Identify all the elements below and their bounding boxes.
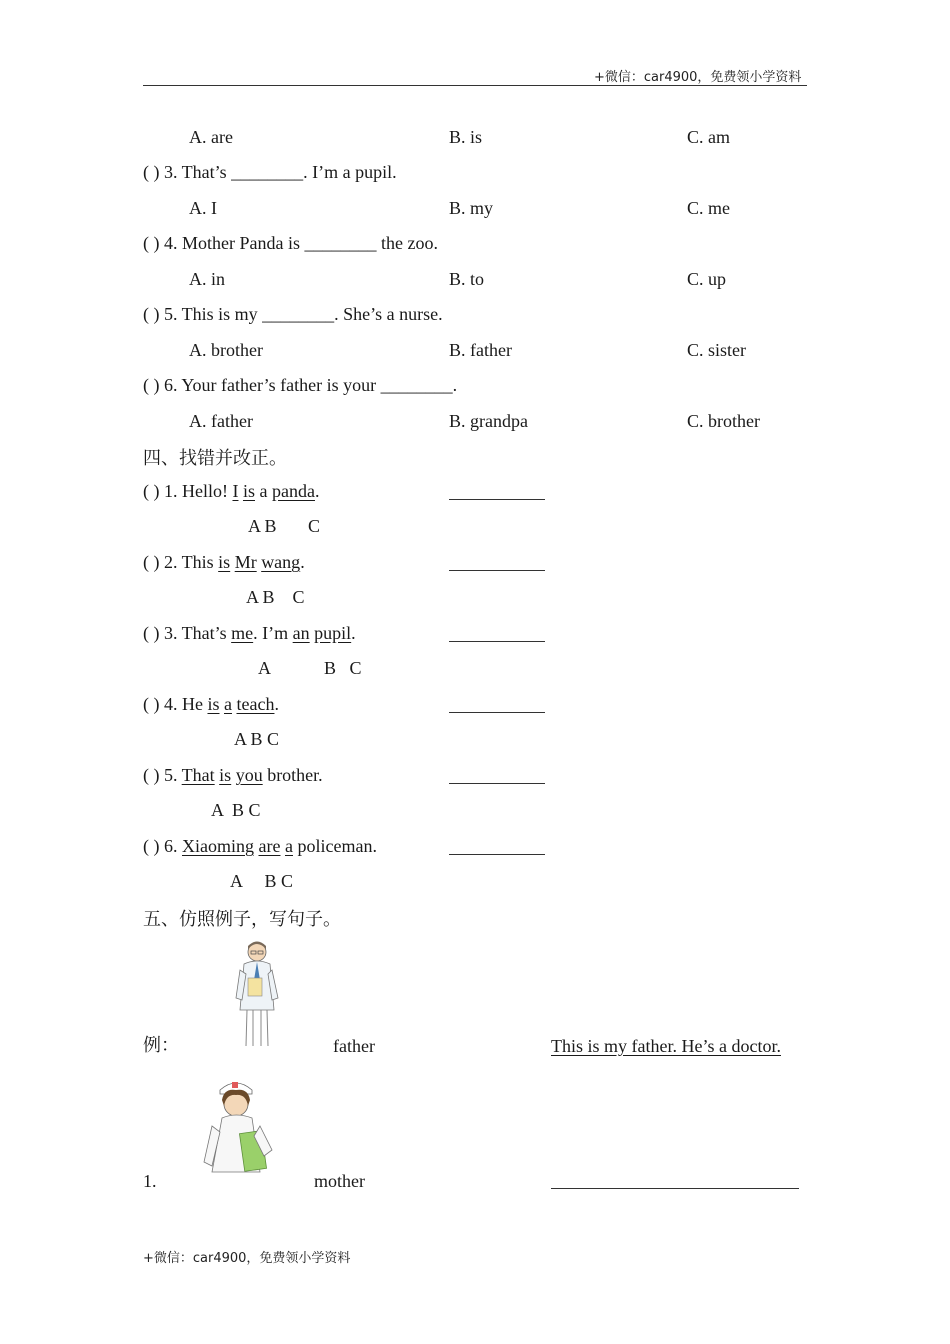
question-text: ( ) 6. Your father’s father is your (143, 375, 381, 395)
sentence-text: ( ) 5. (143, 765, 182, 785)
correction-blank (449, 641, 545, 642)
underlined-word-c: pupil (314, 623, 352, 643)
example-label: 例： (143, 1035, 179, 1056)
answer-line (551, 1188, 799, 1189)
underlined-word-c: wang (261, 552, 301, 572)
choice-question (143, 161, 397, 183)
sentence-text: . (300, 552, 305, 572)
item-word: mother (314, 1171, 365, 1191)
option-a: A. brother (189, 340, 263, 360)
question-text: . I’m a pupil. (303, 162, 397, 182)
sentence-text: . I’m (253, 623, 293, 643)
error-sentence (143, 622, 356, 644)
correction-blank (449, 854, 545, 855)
option-c: C. brother (687, 411, 760, 431)
answer-blank: ________ (380, 375, 453, 395)
nurse-illustration (202, 1076, 278, 1186)
sentence-text: brother. (262, 765, 323, 785)
correction-blank (449, 570, 545, 571)
option-c: C. me (687, 198, 730, 218)
sentence-text: . (314, 481, 320, 501)
underlined-word-b: is (219, 765, 232, 785)
choice-question (143, 374, 457, 396)
example-word: father (333, 1036, 375, 1056)
option-b: B. my (449, 198, 494, 218)
option-letters: A B C (246, 587, 305, 607)
sentence-text: . (351, 623, 356, 643)
option-letters: A B C (211, 800, 261, 820)
question-text: ( ) 5. This is my (143, 304, 263, 324)
underlined-word-a: is (207, 694, 220, 714)
error-sentence (143, 835, 377, 857)
option-letters: A B C (230, 871, 294, 891)
sentence-text: a (255, 481, 272, 501)
answer-blank: ________ (304, 233, 377, 253)
underlined-word-c: a (284, 836, 293, 856)
option-letters: A B C (248, 516, 321, 536)
option-b: B. grandpa (449, 411, 528, 431)
option-a: A. father (189, 411, 253, 431)
choice-question (143, 232, 438, 254)
option-b: B. to (449, 269, 485, 289)
q2-option-a: A. are (189, 127, 233, 147)
sentence-text: ( ) 4. He (143, 694, 208, 714)
underlined-word-b: a (224, 694, 232, 714)
error-sentence (143, 693, 279, 715)
underlined-word-a: me (231, 623, 254, 643)
error-sentence (143, 480, 319, 502)
underlined-word-a: Xiaoming (182, 836, 254, 856)
correction-blank (449, 499, 545, 500)
option-c: C. up (687, 269, 727, 289)
underlined-word-c: teach (236, 694, 275, 714)
underlined-word-a: I (232, 481, 239, 501)
question-text: ( ) 4. Mother Panda is (143, 233, 305, 253)
underlined-word-b: an (292, 623, 310, 643)
question-text: ( ) 3. That’s (143, 162, 232, 182)
sentence-text: policeman. (292, 836, 377, 856)
footer-text: +微信：car4900，免费领小学资料 (143, 1251, 351, 1266)
answer-blank: ________ (262, 304, 335, 324)
sentence-text: ( ) 6. (143, 836, 182, 856)
sentence-text: ( ) 3. That’s (143, 623, 232, 643)
section-title: 四、找错并改正。 (143, 448, 287, 469)
question-text: . She’s a nurse. (334, 304, 443, 324)
underlined-word-c: you (235, 765, 263, 785)
sentence-text: ( ) 2. This (143, 552, 219, 572)
section-title: 五、仿照例子，写句子。 (143, 909, 341, 930)
option-c: C. sister (687, 340, 747, 360)
option-a: A. in (189, 269, 225, 289)
option-a: A. I (189, 198, 217, 218)
sentence-text: . (274, 694, 279, 714)
header-text: +微信：car4900，免费领小学资料 (594, 70, 802, 85)
underlined-word-c: panda (272, 481, 315, 501)
underlined-word-b: Mr (234, 552, 257, 572)
doctor-illustration (228, 940, 286, 1050)
underlined-word-b: are (258, 836, 281, 856)
q2-option-b: B. is (449, 127, 483, 147)
q2-option-c: C. am (687, 127, 730, 147)
example-answer: This is my father. He’s a doctor. (551, 1036, 781, 1056)
choice-question (143, 303, 443, 325)
question-text: the zoo. (376, 233, 438, 253)
sentence-text: ( ) 1. Hello! (143, 481, 233, 501)
correction-blank (449, 783, 545, 784)
option-letters: A B C (258, 658, 362, 678)
error-sentence (143, 764, 323, 786)
header-divider (143, 85, 807, 86)
error-sentence (143, 551, 305, 573)
option-b: B. father (449, 340, 512, 360)
underlined-word-a: That (181, 765, 215, 785)
option-letters: A B C (234, 729, 280, 749)
underlined-word-a: is (218, 552, 231, 572)
question-text: . (452, 375, 458, 395)
correction-blank (449, 712, 545, 713)
item-number: 1. (143, 1171, 157, 1191)
answer-blank: ________ (231, 162, 304, 182)
underlined-word-b: is (242, 481, 255, 501)
